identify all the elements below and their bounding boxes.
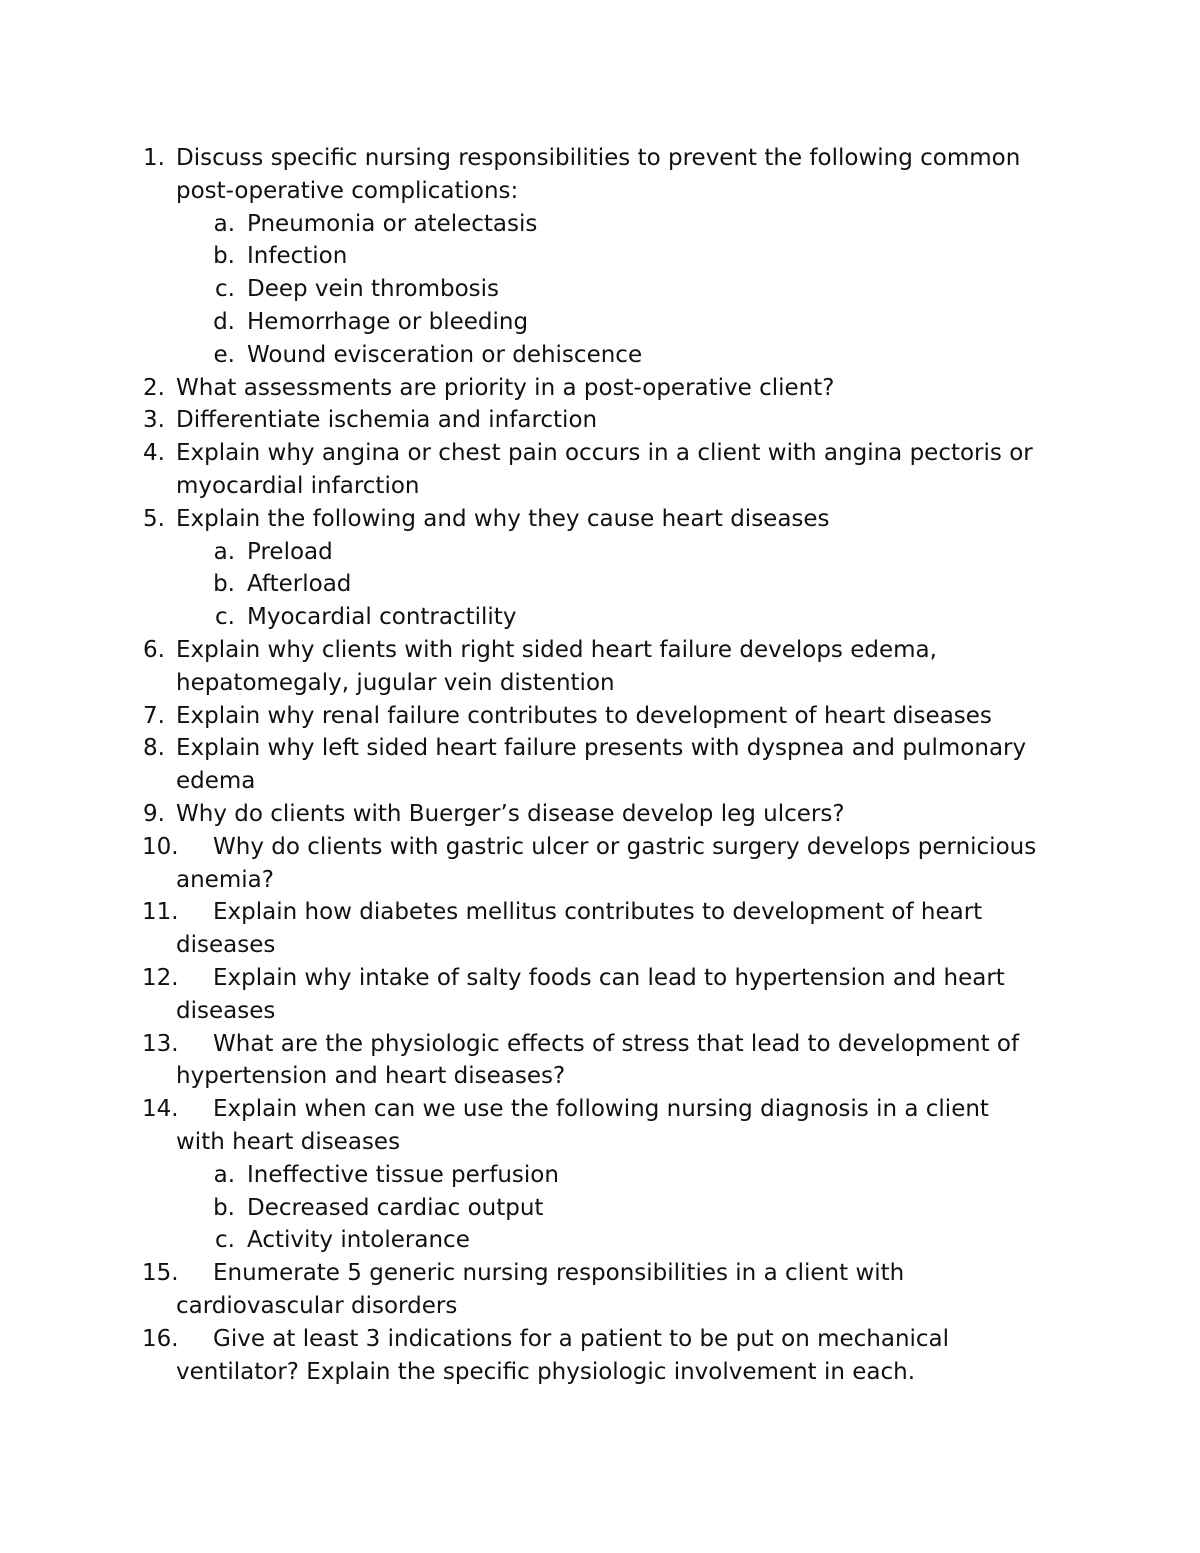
question-number: 4.: [143, 440, 165, 466]
question-text: diseases: [176, 932, 276, 958]
question-text: edema: [176, 768, 256, 794]
subitem-letter: c.: [215, 276, 235, 302]
subitem-letter: b.: [213, 243, 235, 269]
question-text: Why do clients with gastric ulcer or gastric surgery develops pernicious: [213, 834, 1037, 860]
question-text: Explain why left sided heart failure presents with dyspnea and pulmonary: [176, 735, 1027, 761]
subitem-text: Infection: [247, 243, 348, 269]
question-number: 3.: [143, 407, 165, 433]
question-text: Enumerate 5 generic nursing responsibilities in a client with: [213, 1260, 905, 1286]
subitem-text: Preload: [247, 539, 333, 565]
subitem-letter: a.: [213, 539, 235, 565]
subitem-letter: d.: [213, 309, 235, 335]
subitem-letter: b.: [213, 571, 235, 597]
question-text: Explain when can we use the following nursing diagnosis in a client: [213, 1096, 989, 1122]
question-text: Explain how diabetes mellitus contributes to development of heart: [213, 899, 983, 925]
question-text: What are the physiologic effects of stress that lead to development of: [213, 1031, 1020, 1057]
question-text: ventilator? Explain the specific physiologic involvement in each.: [176, 1359, 916, 1385]
subitem-letter: c.: [215, 1227, 235, 1253]
question-number: 6.: [143, 637, 165, 663]
question-number: 9.: [143, 801, 165, 827]
question-text: diseases: [176, 998, 276, 1024]
question-text: Why do clients with Buerger’s disease develop leg ulcers?: [176, 801, 845, 827]
question-number: 10.: [142, 834, 179, 860]
question-text: hypertension and heart diseases?: [176, 1063, 566, 1089]
question-number: 11.: [142, 899, 179, 925]
question-text: with heart diseases: [176, 1129, 401, 1155]
question-number: 8.: [143, 735, 165, 761]
question-text: myocardial infarction: [176, 473, 420, 499]
subitem-text: Pneumonia or atelectasis: [247, 211, 538, 237]
question-text: What assessments are priority in a post-operative client?: [176, 375, 835, 401]
question-text: Explain why angina or chest pain occurs in a client with angina pectoris or: [176, 440, 1033, 466]
subitem-text: Activity intolerance: [247, 1227, 470, 1253]
subitem-letter: c.: [215, 604, 235, 630]
question-number: 2.: [143, 375, 165, 401]
subitem-letter: a.: [213, 211, 235, 237]
subitem-letter: e.: [213, 342, 235, 368]
subitem-letter: b.: [213, 1195, 235, 1221]
question-text: Discuss specific nursing responsibilities to prevent the following common: [176, 145, 1021, 171]
subitem-text: Hemorrhage or bleeding: [247, 309, 529, 335]
question-number: 12.: [142, 965, 179, 991]
subitem-text: Afterload: [247, 571, 352, 597]
question-number: 14.: [142, 1096, 179, 1122]
subitem-text: Decreased cardiac output: [247, 1195, 544, 1221]
subitem-letter: a.: [213, 1162, 235, 1188]
question-number: 16.: [142, 1326, 179, 1352]
question-text: Explain why clients with right sided heart failure develops edema,: [176, 637, 937, 663]
question-number: 13.: [142, 1031, 179, 1057]
question-text: hepatomegaly, jugular vein distention: [176, 670, 615, 696]
subitem-text: Wound evisceration or dehiscence: [247, 342, 643, 368]
question-number: 5.: [143, 506, 165, 532]
question-number: 7.: [143, 703, 165, 729]
question-number: 1.: [143, 145, 165, 171]
subitem-text: Myocardial contractility: [247, 604, 517, 630]
question-text: Give at least 3 indications for a patient to be put on mechanical: [213, 1326, 950, 1352]
question-text: Differentiate ischemia and infarction: [176, 407, 598, 433]
subitem-text: Ineffective tissue perfusion: [247, 1162, 559, 1188]
question-text: cardiovascular disorders: [176, 1293, 458, 1319]
question-text: Explain why renal failure contributes to development of heart diseases: [176, 703, 992, 729]
subitem-text: Deep vein thrombosis: [247, 276, 500, 302]
question-text: Explain the following and why they cause heart diseases: [176, 506, 830, 532]
question-text: anemia?: [176, 867, 274, 893]
question-number: 15.: [142, 1260, 179, 1286]
question-text: Explain why intake of salty foods can lead to hypertension and heart: [213, 965, 1005, 991]
question-text: post-operative complications:: [176, 178, 519, 204]
